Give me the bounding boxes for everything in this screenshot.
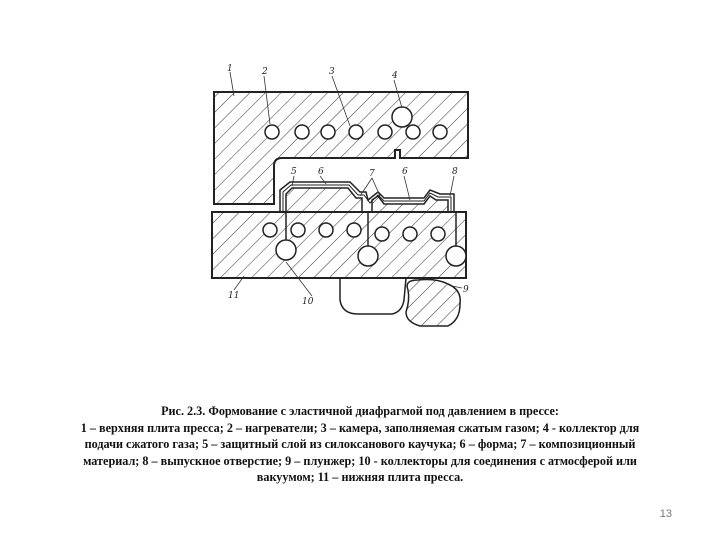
figure-caption <box>30 403 690 486</box>
heater <box>403 227 417 241</box>
label-1: 1 <box>227 64 233 74</box>
label-2: 2 <box>262 67 268 77</box>
caption-line: вакуумом; 11 – нижняя плита пресса. <box>256 470 464 485</box>
label-9: 9 <box>463 285 469 295</box>
caption-title: Рис. 2.3. Формование с эластичной диафрагмой под давлением в прессе: <box>161 404 559 418</box>
collector <box>276 240 296 260</box>
label-7: 7 <box>369 169 375 179</box>
heater <box>431 227 445 241</box>
press-diagram <box>190 55 490 330</box>
label-10: 10 <box>302 297 314 307</box>
heater <box>349 125 363 139</box>
form <box>286 188 362 212</box>
support <box>340 278 406 314</box>
heater <box>433 125 447 139</box>
collector <box>358 246 378 266</box>
label-3: 3 <box>329 67 335 77</box>
heater <box>295 125 309 139</box>
heater <box>319 223 333 237</box>
caption-line: подачи сжатого газа; 5 – защитный слой из силоксанового каучука; 6 – форма; 7 – композиционный <box>84 437 636 452</box>
label-8: 8 <box>452 167 458 177</box>
heater <box>291 223 305 237</box>
label-4: 4 <box>392 71 398 81</box>
label-6b: 6 <box>402 167 408 177</box>
label-11: 11 <box>228 291 240 301</box>
heater <box>406 125 420 139</box>
heater <box>265 125 279 139</box>
label-5: 5 <box>291 167 297 177</box>
collector <box>446 246 466 266</box>
heater <box>347 223 361 237</box>
heater <box>263 223 277 237</box>
lower-press-plate <box>212 212 466 278</box>
heater <box>375 227 389 241</box>
gas-collector <box>392 107 412 127</box>
caption-line: 1 – верхняя плита пресса; 2 – нагреватели; 3 – камера, заполняемая сжатым газом; 4 - коллектор для <box>80 420 640 435</box>
upper-press-plate <box>214 92 468 204</box>
heater <box>378 125 392 139</box>
page-number: 13 <box>659 508 672 520</box>
plunger <box>406 280 460 327</box>
label-6: 6 <box>318 167 324 177</box>
caption-line: материал; 8 – выпускное отверстие; 9 – плунжер; 10 - коллекторы для соединения с атмосферой или <box>83 453 637 468</box>
heater <box>321 125 335 139</box>
